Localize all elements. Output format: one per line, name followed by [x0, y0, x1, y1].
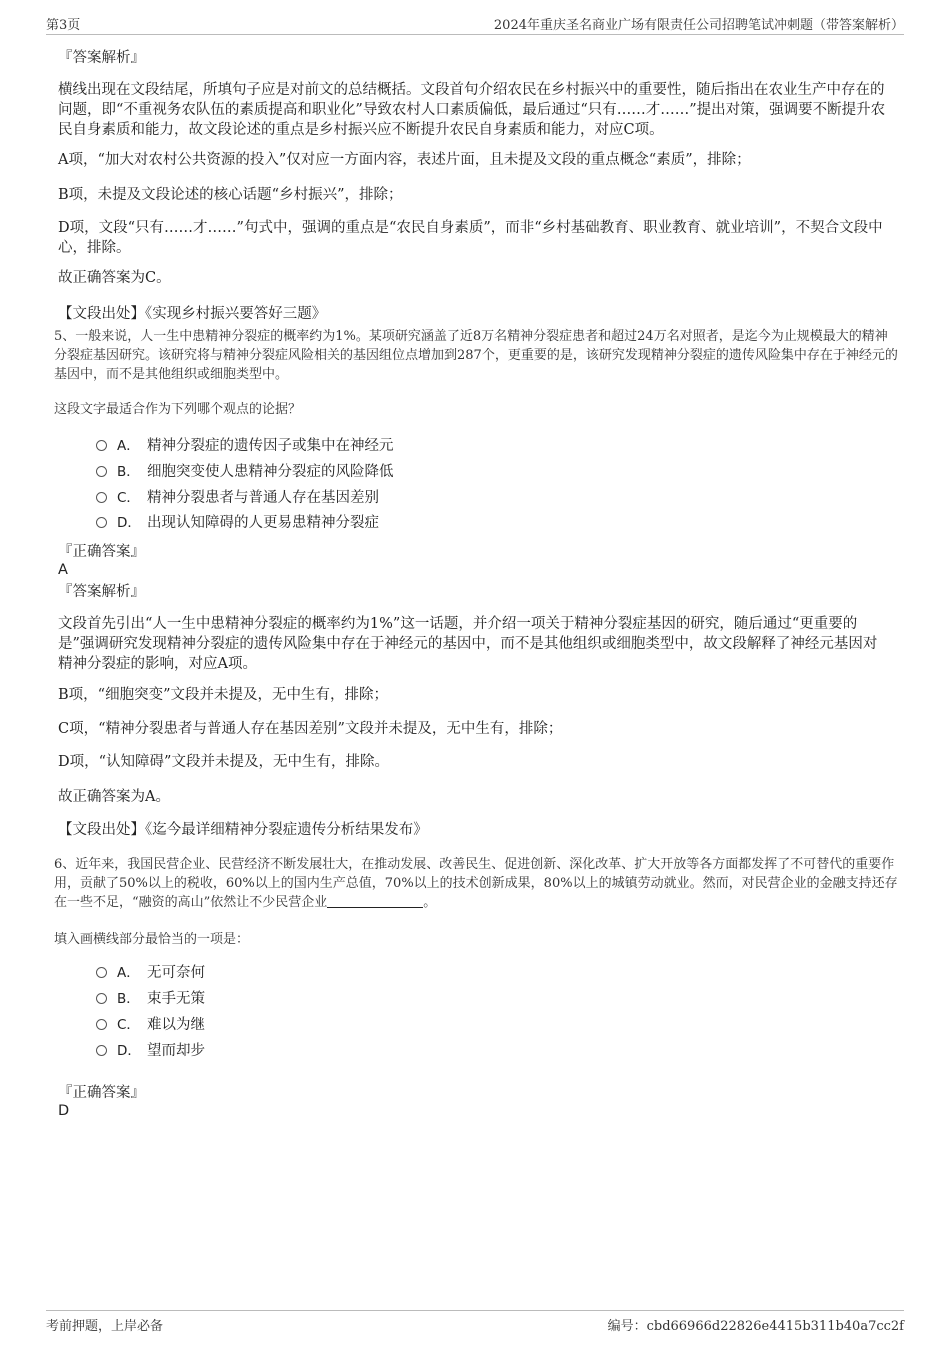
q6-answer-label: 『正确答案』 [58, 1085, 145, 1101]
radio-icon[interactable] [96, 1019, 107, 1030]
document-id: 编号：cbd66966d22826e4415b311b40a7cc2f [607, 1319, 904, 1334]
radio-icon[interactable] [96, 492, 107, 503]
q4-analysis: 横线出现在文段结尾，所填句子应是对前文的总结概括。文段首句介绍农民在乡村振兴中的重要性，随后指出在农业生产中存在的问题，即“不重视务农队伍的素质提高和职业化”导致农村人口素质偏低，最后通过“只有……才……”提出对策，强调要不断提升农民自身素质和能力，故文段论述的重点是乡村振兴应不断提升农民自身素质和能力，对应C项。 [58, 82, 886, 138]
q4-analysis-d: D项，文段“只有……才……”句式中，强调的重点是“农民自身素质”，而非“乡村基础教育、职业教育、就业培训”，不契合文段中心，排除。 [58, 220, 883, 256]
q5-option-d[interactable]: D． 出现认知障碍的人更易患精神分裂症 [96, 513, 379, 533]
fill-blank [327, 893, 423, 908]
radio-icon[interactable] [96, 440, 107, 451]
q5-analysis-b: B项，“细胞突变”文段并未提及，无中生有，排除； [58, 687, 388, 703]
radio-icon[interactable] [96, 967, 107, 978]
q4-source: 【文段出处】《实现乡村振兴要答好三题》 [58, 306, 327, 322]
q6-question: 填入画横线部分最恰当的一项是： [54, 932, 250, 947]
q5-option-a[interactable]: A． 精神分裂症的遗传因子或集中在神经元 [96, 436, 394, 456]
q4-conclusion: 故正确答案为C。 [58, 270, 171, 286]
q6-option-d[interactable]: D． 望而却步 [96, 1041, 205, 1061]
q5-question: 这段文字最适合作为下列哪个观点的论据？ [54, 402, 302, 417]
q5-analysis-c: C项，“精神分裂患者与普通人存在基因差别”文段并未提及，无中生有，排除； [58, 721, 563, 737]
q6-option-c[interactable]: C． 难以为继 [96, 1015, 205, 1035]
q4-analysis-b: B项，未提及文段论述的核心话题“乡村振兴”，排除； [58, 187, 403, 203]
q6-option-a[interactable]: A． 无可奈何 [96, 963, 205, 983]
q6-option-b[interactable]: B． 束手无策 [96, 989, 205, 1009]
q5-option-b[interactable]: B． 细胞突变使人患精神分裂症的风险降低 [96, 462, 394, 482]
radio-icon[interactable] [96, 517, 107, 528]
radio-icon[interactable] [96, 993, 107, 1004]
q5-answer-label: 『正确答案』 [58, 544, 145, 560]
q5-analysis-label: 『答案解析』 [58, 584, 145, 600]
page-number: 第3页 [46, 18, 81, 33]
q5-analysis: 文段首先引出“人一生中患精神分裂症的概率约为1%”这一话题，并介绍一项关于精神分裂症基因的研究，随后通过“更重要的是”强调研究发现精神分裂症的遗传风险集中存在于神经元的基因中，而不是其他组织或细胞类型中，故文段解释了神经元基因对精神分裂症的影响，对应A项。 [58, 616, 878, 672]
radio-icon[interactable] [96, 466, 107, 477]
q5-stem: 5、一般来说，人一生中患精神分裂症的概率约为1%。某项研究涵盖了近8万名精神分裂症患者和超过24万名对照者，是迄今为止规模最大的精神分裂症基因研究。该研究将与精神分裂症风险相关的基因组位点增加到287个，更重要的是，该研究发现精神分裂症的遗传风险集中存在于神经元的基因中，而不是其他组织或细胞类型中。 [54, 329, 898, 382]
document-title: 2024年重庆圣名商业广场有限责任公司招聘笔试冲刺题（带答案解析） [493, 18, 904, 33]
q5-option-c[interactable]: C． 精神分裂患者与普通人存在基因差别 [96, 488, 379, 508]
q4-analysis-a: A项，“加大对农村公共资源的投入”仅对应一方面内容，表述片面，且未提及文段的重点概念“素质”，排除； [58, 152, 751, 168]
q5-answer: A [58, 562, 68, 578]
page-header [46, 14, 904, 35]
q5-conclusion: 故正确答案为A。 [58, 789, 170, 805]
q4-analysis-label: 『答案解析』 [58, 50, 145, 66]
q5-source: 【文段出处】《迄今最详细精神分裂症遗传分析结果发布》 [58, 822, 428, 838]
q6-answer: D [58, 1103, 70, 1119]
q5-analysis-d: D项，“认知障碍”文段并未提及，无中生有，排除。 [58, 754, 389, 770]
footer-slogan: 考前押题，上岸必备 [46, 1319, 164, 1334]
q6-stem: 6、近年来，我国民营企业、民营经济不断发展壮大，在推动发展、改善民生、促进创新、深化改革、扩大开放等各方面都发挥了不可替代的重要作用，贡献了50%以上的税收，60%以上的国内生产总值，70%以上的技术创新成果，80%以上的城镇劳动就业。然而，对民营企业的金融支持还存在一些不足，“融资的高山”依然让不少民营企业 。 [54, 857, 898, 910]
page-footer [46, 1310, 904, 1333]
radio-icon[interactable] [96, 1045, 107, 1056]
